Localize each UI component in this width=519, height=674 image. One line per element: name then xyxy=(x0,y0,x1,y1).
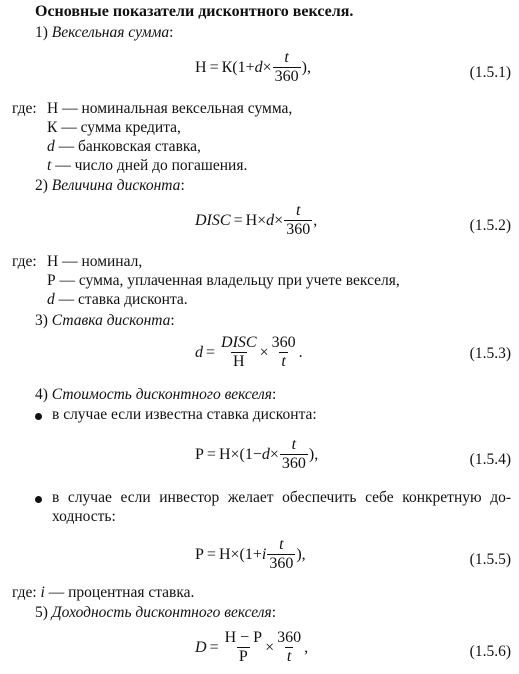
formula-1-5-2: DISC = Н× d × $\frac{t}{360}$ , xyxy=(195,202,318,238)
formula-lhs: Н xyxy=(195,58,207,76)
formula-lhs: DISC xyxy=(195,211,231,229)
formula-term: Н×(1− xyxy=(218,445,262,463)
section-1-colon: : xyxy=(169,24,174,41)
bullet-text-2-line-2: ходность: xyxy=(52,508,116,525)
formula-eq: = xyxy=(233,211,243,229)
where-lead-1: где: xyxy=(12,100,37,117)
section-1-number: 1) xyxy=(35,24,48,41)
fraction-numerator: t xyxy=(284,49,289,66)
formula-1-5-4: Р = Н×(1− d × $\frac{t}{360}$ ), xyxy=(195,436,319,472)
formula-1-5-3: d = $\frac{\text{DISC}}{Н}$ × $\frac{360}{t}$ . xyxy=(195,334,303,370)
formula-lhs: D xyxy=(195,638,207,656)
bullet-marker-1 xyxy=(35,413,42,420)
fraction-t-360: $\frac{t}{360}$ xyxy=(269,536,294,572)
where-item-2: К — сумма кредита, xyxy=(47,119,181,136)
section-1-title: Вексельная сумма xyxy=(51,24,170,41)
formula-times: × xyxy=(274,211,284,229)
fraction-360-t: $\frac{360}{t}$ xyxy=(277,629,302,665)
formula-var-i: i xyxy=(261,545,267,563)
formula-term: К(1+ xyxy=(221,58,255,76)
fraction-360-t: $\frac{360}{t}$ xyxy=(271,334,296,370)
formula-times: × xyxy=(269,445,279,463)
formula-var-d: d xyxy=(254,58,263,76)
where-lead-2: где: xyxy=(12,253,37,270)
formula-1-5-6: D = $\frac{Н - Р}{Р}$ × $\frac{360}{t}$ , xyxy=(195,629,309,665)
section-5-number: 5) xyxy=(35,604,48,621)
section-4-title: Стоимость дисконтного векселя xyxy=(51,386,272,403)
section-3-title: Ставка дисконта xyxy=(51,312,171,329)
formula-term: Н× xyxy=(245,211,267,229)
bullet-marker-2 xyxy=(35,496,42,503)
formula-times: × xyxy=(259,343,269,361)
section-3-heading: 3) Ставка дисконта: xyxy=(35,312,175,329)
formula-var-d: d xyxy=(261,445,270,463)
formula-close: ), xyxy=(301,58,311,76)
equation-number-1-5-1: (1.5.1) xyxy=(469,64,511,81)
formula-eq: = xyxy=(206,445,216,463)
fraction-t-360: $\frac{t}{360}$ xyxy=(281,436,306,472)
fraction-h-minus-p-over-p: $\frac{Н - Р}{Р}$ xyxy=(224,629,263,665)
formula-times: × xyxy=(265,638,275,656)
where-item-1: Н — номинал, xyxy=(47,253,143,270)
equation-number-1-5-4: (1.5.4) xyxy=(469,451,511,468)
formula-times: × xyxy=(262,58,272,76)
formula-eq: = xyxy=(206,545,216,563)
where-item-4: t — число дней до погашения. xyxy=(47,157,248,174)
page-title: Основные показатели дисконтного векселя. xyxy=(35,3,354,20)
formula-lhs: Р xyxy=(195,545,204,563)
where-lead-4: где: i — процентная ставка. xyxy=(12,584,195,601)
section-2-title: Величина дисконта xyxy=(51,177,181,194)
bullet-text-2-line-1: в случае если инвестор желает обеспечить себе конкретную до- xyxy=(52,489,511,506)
formula-lhs: Р xyxy=(195,445,204,463)
equation-number-1-5-3: (1.5.3) xyxy=(469,345,511,362)
equation-number-1-5-6: (1.5.6) xyxy=(469,643,511,660)
where-item-3: d — банковская ставка, xyxy=(47,138,201,155)
fraction-disc-h: $\frac{\text{DISC}}{Н}$ xyxy=(221,334,257,370)
fraction-t-360 xyxy=(273,50,301,85)
formula-1-5-1 xyxy=(195,50,311,85)
fraction-denominator: 360 xyxy=(274,68,299,85)
where-item-1: Н — номинальная вексельная сумма, xyxy=(47,100,293,117)
section-3-number: 3) xyxy=(35,312,48,329)
section-2-number: 2) xyxy=(35,177,48,194)
equation-number-1-5-5: (1.5.5) xyxy=(469,551,511,568)
formula-eq: = xyxy=(206,343,216,361)
section-2-heading: 2) Величина дисконта: xyxy=(35,177,185,194)
formula-1-5-5: Р = Н×(1+ i $\frac{t}{360}$ ), xyxy=(195,536,306,572)
bullet-text-1: в случае если известна ставка дисконта: xyxy=(52,406,317,423)
formula-term: Н×(1+ xyxy=(218,545,262,563)
section-4-heading: 4) Стоимость дисконтного векселя: xyxy=(35,386,277,403)
formula-var-d: d xyxy=(266,211,275,229)
formula-lhs: d xyxy=(195,343,203,361)
where-item-3: d — ставка дисконта. xyxy=(47,291,188,308)
section-4-number: 4) xyxy=(35,386,48,403)
section-1-heading xyxy=(35,24,173,42)
equation-number-1-5-2: (1.5.2) xyxy=(469,217,511,234)
formula-eq: = xyxy=(209,638,219,656)
where-item-2: Р — сумма, уплаченная владельцу при учете векселя, xyxy=(47,272,400,289)
section-5-heading: 5) Доходность дисконтного векселя: xyxy=(35,604,277,621)
formula-eq: = xyxy=(209,58,219,76)
fraction-t-360: $\frac{t}{360}$ xyxy=(286,202,311,238)
section-5-title: Доходность дисконтного векселя xyxy=(51,604,272,621)
